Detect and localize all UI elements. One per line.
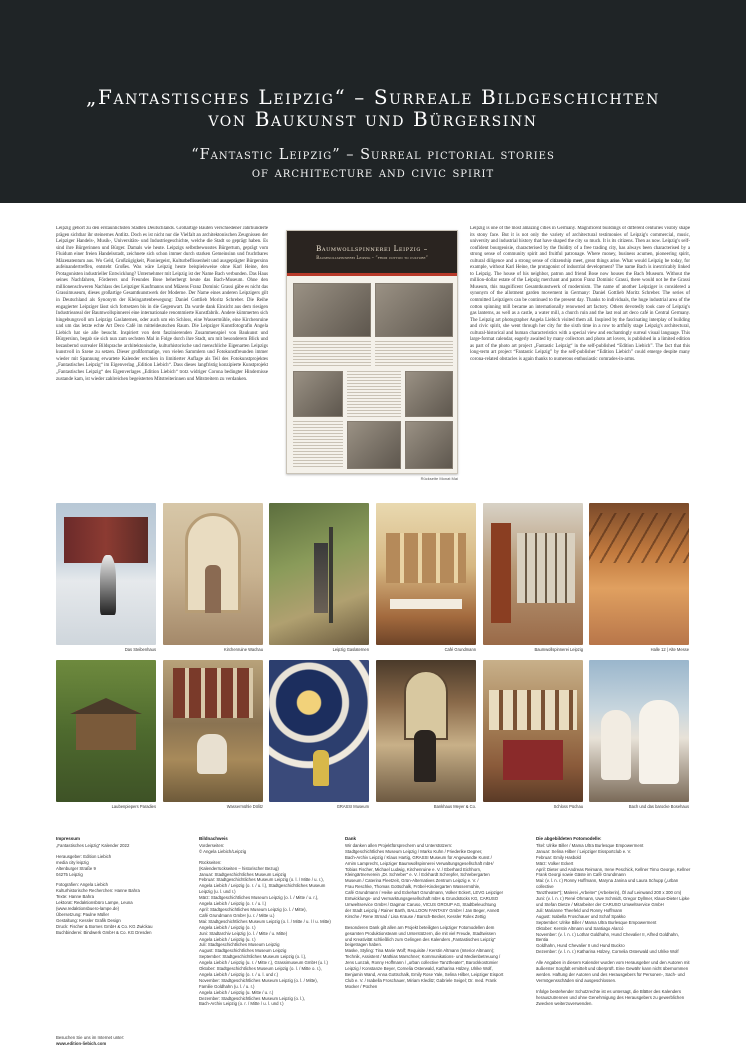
credit-line: (Kalenderrückseiten – historischer Bezug): [199, 865, 279, 871]
credit-line: Frank Georgi sowie Gäste im Café Grundmann: [536, 872, 626, 878]
imprint-lines: [56, 843, 191, 936]
credit-line: September: Ulrike Biller / Mama Ultra Burlesque Empowerment: [536, 919, 657, 925]
credit-line: und Kreativität schließlich zum Gelingen des Kalenders „Fantastisches Leipzig“: [345, 936, 496, 942]
credit-line: Altenburger Straße 9: [56, 865, 96, 871]
credit-line: August: Isabella Froschauer und Schaf Spakko: [536, 913, 626, 919]
photo-caption: Das Steibenhaus: [124, 647, 156, 652]
poster-header: [287, 231, 457, 273]
credit-line: Leipzig (u. l. und r.): [199, 889, 236, 895]
credit-line: Wir danken allen Projektfürsprechern und Unterstützern:: [345, 842, 453, 848]
photo-card: [269, 503, 369, 652]
credit-line: Zwecken weiterzuverwenden.: [536, 1000, 593, 1006]
photo-card: [376, 503, 476, 652]
photo-card: [56, 503, 156, 652]
credit-line: Dezember: (v. l. n. r.) Katharina Hülzey, Cornelia Osterwald und Ulrike Wolf: [536, 949, 679, 955]
credit-line: media city leipzig: [56, 859, 89, 865]
photo-card: [589, 660, 689, 809]
photo-card: [589, 503, 689, 652]
credit-line: Bach-Archiv Leipzig (o. r. / Mitte / u. l. und r.): [199, 1001, 284, 1007]
photo-caption: Kirchenruine Wachau: [224, 647, 263, 652]
credit-line: Arnim Lamprecht, Leipziger Baumwollspinnerei Verwaltungsgesellschaft mbH/: [345, 860, 494, 866]
credit-line: März: Stadtgeschichtliches Museum Leipzig (o. l. / Mitte / u. r.),: [199, 895, 319, 901]
photo-image: [56, 503, 156, 645]
intro-text-german: [56, 226, 268, 484]
credit-line: Januar: Selina Hilber / Leipziger Eissportclub e. V.: [536, 848, 632, 854]
poster-stripe: [287, 273, 457, 276]
poster-photo: [293, 283, 371, 337]
poster-photo: [405, 421, 453, 469]
credit-line: Café Grundmann / Heike und Eckehart Grundmann, Volker Eckert, LEVG Leipziger: [345, 890, 504, 896]
credit-line: April: Dieter und Andreas Reimann, Irene Peschick, Kellner Timo George, Kellner: [536, 866, 691, 872]
title-german-line-1: „Fantastisches Leipzig“ – Surreale Bildgeschichten: [86, 85, 660, 109]
credit-line: August: Stadtgeschichtliches Museum Leipzig: [199, 948, 287, 954]
credit-line: werden. Haftung der Autoren und des Herausgebers für Personen-, Sach- und: [536, 971, 685, 977]
photo-image: [269, 660, 369, 802]
poster-text-block: [347, 371, 401, 417]
credit-line: Texte: Hanne Bahra: [56, 894, 94, 900]
poster-photo: [405, 371, 453, 417]
credit-line: Mocker / Püchen: [345, 983, 378, 989]
credit-line: Angela Liebich / Leipzig (u. Mitte / u. r.): [199, 989, 274, 995]
photo-card: [56, 660, 156, 809]
credit-line: Bach-Archiv Leipzig / Klaus Hartig, GRASSI Museum für Angewandte Kunst /: [345, 854, 492, 860]
credit-line: beigetragen haben.: [345, 942, 383, 948]
photo-image: [56, 660, 156, 802]
credit-line: Besonderen Dank gilt allen am Projekt beteiligten Leipziger Fotomodellen dem: [345, 924, 495, 930]
credit-line: Mai: (v. l. n. r.) Ronny Hoffmann, Maryna Janina und Laura Schupp („urban collective: [536, 878, 679, 890]
models-heading: Die abgebildeten Fotomodelle:: [536, 836, 602, 841]
imprint-heading: Impressum: [56, 836, 81, 841]
credit-line: Gestaltung: Kessler Grafik Design: [56, 917, 121, 923]
credit-line: Februar: Emily Hasbold: [536, 854, 581, 860]
credit-line: gesamten Produktionsteam und Unterstützern, die mit viel Freude, Stadtwissen: [345, 930, 496, 936]
credit-line: © Angela Liebich/Leipzig: [199, 848, 247, 854]
credit-line: Frau Reschke, Thomas Gottschalk, Fröbel-Kindergarten Wassermühle,: [345, 884, 481, 890]
credit-line: Mai: Stadtgeschichtliches Museum Leipzig (o. l. / Mitte / u. l / u. Mitte): [199, 918, 331, 924]
intro-paragraph-english: Leipzig is one of the most amazing cities in Germany. Magnificent buildings of different centuries visibly shape its stony face. But it is not only the variety of architectural testimonies of Leipzig's commercial, music, university and industrial history that have shaped the city so much. It is its citizens. Then as now. Leipzig's self-confident bourgeoisie, characterised by the fluidity of a free trading city, has always been characterised by a strong sense of community spirit and fruitful patronage. Where money, business acumen, pioneering spirit, cultural diligence and a strong sense of citizenship meet, great things arise. What would Leipzig be today, for example, without Karl Heine, the protagonist of industrial development? The name Bach is inextricably linked to Leipzig. The house of his neighbor, patron and friend Bose now houses the Bach Museum. Without the million-dollar estate of the Leipzig merchant and patron Franz Dominic Grassi, there would not be the Grassi Museum, this magnificent Gesamtkunstwerk of modernism. The name of another Leipziger is considered a synonym of the allotment garden movement in Germany: Daniel Gottlieb Moritz Schreber. The series of committed Leipzigers can be continued to the present day. Thanks to individuals, the huge industrial area of the cotton spinning mill became an internationally renowned art factory. Others devotedly took care of Leipzig's gas lanterns, as well as a castle, a water mill, a church ruin and the last real art deco café in Central Germany. The Leipzig art photographer Angela Liebich visited them all. Inspired by the fascinating interplay of building and civic spirit, she went through her city for the sixth time in a row to artfully stage Leipzig's architectural, cultural-historical and human characteristics with a special view and enchantingly surreal visual language. This large-format calendar, eagerly awaited by many collectors and photo art lovers, is published in a limited edition as part of the photo art project „Fantastic Leipzig“ in the self-published “Edition Liebich”. The fact that this long-term art project “Fantastic Leipzig” by the self-publisher “Edition Liebich” could emerge despite many corona-related obstacles is again thanks to numerous enthusiastic comrades-in-arms.: [470, 226, 690, 362]
photo-image: [269, 503, 369, 645]
credit-line: Rückseiten:: [199, 859, 222, 865]
title-german: [0, 86, 746, 130]
photo-caption: Bach und das barocke Bosehaus: [628, 804, 689, 809]
title-english: [0, 146, 746, 182]
photo-card: [483, 503, 583, 652]
credits-thanks: [345, 836, 525, 1051]
header-band: [0, 0, 746, 203]
credit-line: September: Stadtgeschichtliches Museum Leipzig (o. l.),: [199, 954, 307, 960]
credit-line: Übersetzung: Paulne Müller: [56, 911, 110, 917]
poster-photo: [375, 283, 453, 337]
credit-line: Café Grundmann GmbH (u. r. / Mitte u.): [199, 912, 275, 918]
credit-line: Alle Angaben in diesem Kalender wurden vom Herausgeber und den Autoren mit: [536, 960, 690, 966]
photo-image: [163, 660, 263, 802]
credit-line: Januar: Stadtgeschichtliches Museum Leipzig: [199, 871, 287, 877]
credit-line: Juni: Stadtarchiv Leipzig (o. l. / Mitte / u. Mitte): [199, 930, 288, 936]
credit-line: Juni: (v. l. n. r.) René Ohmann, Uwe Schmidt, Gregor Dyllmer, Klaus-Dieter Lipke: [536, 896, 690, 902]
credit-line: Angela Liebich / Leipzig (o. r.): [199, 924, 256, 930]
credit-line: Kleingärtnerverein „Dr. Schreber“ e. V. / Eckhardt Schrepfer, Schrebergarten: [345, 872, 490, 878]
poster-image: [286, 230, 458, 474]
credit-line: Familie Goldhahn (u. l. / u. r.): [199, 983, 255, 989]
credits-section: [56, 836, 692, 1051]
photo-card: [163, 660, 263, 809]
title-english-line-1: “Fantastic Leipzig” – Surreal pictorial stories: [191, 147, 555, 163]
credit-line: Umweltservice GmbH / Dagmar Caruso, VICUS GROUP AG, Stadtbeleuchtung: [345, 901, 496, 907]
credit-line: Leipzig / Konstanze Beyer, Cornelia Osterwald, Katharina Hülzey, Ulrike Wolf,: [345, 966, 493, 972]
poster-photo: [293, 371, 343, 417]
credits-picture-sources: [199, 836, 344, 1051]
credit-line: Maske, Styling: Tina Marie Wolf; Requisite / Kerstin Altmann (Interior Altmann);: [345, 948, 495, 954]
credit-line: der Stadt Leipzig / Rainer Barth, BALLOON FANTASY GmbH / Jan Beger, Annett: [345, 907, 500, 913]
credit-line: Lektorat: Redaktionsbüro Lampe, Leuna: [56, 900, 133, 906]
credit-line: Club e. V. / Isabella Froschauer, Miriam Kleditz; Gabriele Seigel; Dr. med. Frank: [345, 977, 497, 983]
credit-line: Oktober: Stadtgeschichtliches Museum Leipzig (o. l. / Mitte o. r.),: [199, 966, 322, 972]
picture-sources-lines: [199, 843, 344, 1007]
credit-line: (www.redaktionsbuero-lampe.de): [56, 906, 120, 912]
intro-text-english: [470, 226, 690, 484]
photo-caption: Laubenpiepers Paradies: [111, 804, 156, 809]
photo-image: [589, 660, 689, 802]
intro-section: [56, 226, 690, 484]
credit-line: Vermögensschäden sind ausgeschlossen.: [536, 977, 617, 983]
credit-line: Juli: Marianne Theefeld und Ronny Hoffmann: [536, 907, 623, 913]
poster-title: Baumwollspinnerei Leipzig –: [316, 245, 428, 253]
photo-card: [483, 660, 583, 809]
thanks-lines: [345, 843, 525, 990]
poster-subtitle: Baumwollspinnerei Leipzig – “from cotton to culture”: [316, 256, 428, 261]
credit-line: Druck: Fischer & Bornes GmbH & Co. KG Zwickau: [56, 923, 153, 929]
credit-line: Dezember: Stadtgeschichtliches Museum Leipzig (o. l.),: [199, 995, 306, 1001]
photo-caption: Wassermühle Dölitz: [226, 804, 263, 809]
credit-line: Vorderseiten:: [199, 842, 225, 848]
poster-caption: Rückseite Monat Mai: [420, 476, 458, 481]
credit-line: Infolge bestehender Schutzrechte ist es untersagt, die Blätter des Kalenders: [536, 988, 681, 994]
photo-caption: Baumwollspinnerei Leipzig: [534, 647, 583, 652]
poster-text-block: [293, 421, 343, 469]
credit-line: Titel: Ulrike Biller / Mama Ultra Burlesque Empowerment: [536, 842, 644, 848]
credit-line: Goldhahn, Hund Chevalier II und Hund Buckro: [536, 943, 625, 949]
credit-line: Buchbinderei: Bindwerk GmbH & Co. KG Dresden: [56, 929, 152, 935]
credit-line: Kirsche / Rene Strnad / Lisa Krause / Barsch-Becker, Kessler Rolex Zettig: [345, 913, 486, 919]
photo-image: [589, 503, 689, 645]
photo-image: [483, 660, 583, 802]
website-link[interactable]: www.edition-liebich.com: [56, 1040, 107, 1046]
credit-line: Juli: Stadtgeschichtliches Museum Leipzig: [199, 942, 280, 948]
imprint-footer-line: Besuchen Sie uns im Internet unter:: [56, 1035, 125, 1040]
thanks-heading: Dank: [345, 836, 357, 841]
credit-line: 04275 Leipzig: [56, 871, 83, 877]
credit-line: Kulturhistorische Recherchen: Hanne Bahra: [56, 888, 140, 894]
poster-preview: [286, 230, 458, 481]
credit-line: herauszutrennen und ohne Genehmigung des Herausgebers zu gewerblichen: [536, 994, 685, 1000]
photo-image: [163, 503, 263, 645]
credits-imprint: [56, 836, 191, 1051]
credit-line: Angela Liebich / Leipzig (u. r. / Mitte r.), Grassimuseum GmbH (u. l.): [199, 960, 328, 966]
credit-line: Entwicklungs- und Vermarktungsgesellschaft mbH & Grundstücks KG, CARUSO: [345, 896, 499, 902]
imprint-footer: [56, 1035, 124, 1047]
credit-line: Benjamin Wand, Anna Gottschalk, Emily Rose Yale, Selina Hilber, Leipziger Eisport: [345, 971, 504, 977]
credit-line: und Stefan Dietze / Mitarbeiter der CARUSO Umweltservice GmbH: [536, 901, 664, 907]
models-lines: [536, 843, 692, 1007]
credit-line: Tanztheater“); Malerei „Arbeiter“ (Arbeiterin), Öl auf Leinwand 200 x 300 cm): [536, 890, 682, 896]
photo-image: [376, 660, 476, 802]
title-english-line-2: of architecture and civic spirit: [251, 165, 495, 181]
photo-caption: Leipzig Gaslaternen: [332, 647, 369, 652]
poster-photo: [347, 421, 401, 469]
photo-caption: Café Grundmann: [444, 647, 476, 652]
credits-models: [536, 836, 692, 1051]
poster-text-block: [293, 341, 371, 367]
credit-line: Angela Liebich / Leipzig (u. r.): [199, 936, 256, 942]
credit-line: Angela Liebich / Leipzig (o. r. / u. l.): [199, 901, 267, 907]
credit-line: Angela Liebich / Leipzig (o. r. / u. l. und r.): [199, 971, 279, 977]
photo-caption: GRASSI Museum: [336, 804, 369, 809]
credit-line: Fotografien: Angela Liebich: [56, 882, 109, 888]
photo-caption: Bankhaus Meyer & Co.: [433, 804, 476, 809]
photo-caption: Schloss Püchau: [553, 804, 583, 809]
credit-line: äußerster Sorgfalt ermittelt und überprüft. Eine Gewähr kann nicht übernommen: [536, 966, 689, 972]
photo-card: [269, 660, 369, 809]
credit-line: Stadtgeschichtliches Museum Leipzig / Marko Kuhn / Friederike Degner,: [345, 848, 483, 854]
photo-card: [163, 503, 263, 652]
credit-line: Tobias Fischer, Michael Ludwig, Kirchenruine e. V. / Eberhard Eichhorn,: [345, 866, 482, 872]
photo-image: [376, 503, 476, 645]
credit-line: November: Stadtgeschichtliches Museum Leipzig (o. l. / Mitte),: [199, 977, 318, 983]
title-german-line-2: von Baukunst und Bürgersinn: [208, 107, 538, 131]
poster-text-block: [375, 341, 453, 367]
credit-line: April: Stadtgeschichtliches Museum Leipzig (o. l. / Mitte),: [199, 906, 307, 912]
credit-line: März: Volker Eckert: [536, 860, 574, 866]
credit-line: Herausgeber: Edition Liebich: [56, 853, 112, 859]
intro-paragraph-german: Leipzig gehört zu den erstaunlichsten Städten Deutschlands. Großartige Bauten verschiedener Jahrhunderte prägen sichtbar ihr steinernes Antlitz. Doch es ist nicht nur die Vielfalt an architektonischen Zeugnissen der Leipziger Handels-, Musik-, Universitäts- und Industriegeschichte, welche die Stadt so geprägt haben. Es sind ihre Bürgerinnen und Bürger. Damals wie heute. Leipzigs selbstbewusstes Bürgertum, geprägt vom Fluidum einer freien Handelsstadt, zeichnete sich schon immer durch starken Gemeinsinn und fruchtbares Mäzenatentum aus. Wo Geld, Großzügigkeit, Pioniergeist, Kulturbeflissenheit und ausgeprägter Bürgersinn aufeinandertreffen, entsteht Großes. Was wäre Leipzig heute beispielsweise ohne Karl Heine, den Protagonisten industrieller Entwicklung? Unternehmer mit Leipzig ist der Name Bach verbunden. Das Haus seines Nachfahren, Förderers und Freundes Bose beherbergt heute das Bach-Museum. Ohne den millionenschweren Nachlass des Leipziger Kaufmanns und Mäzens Franz Dominic Grassi gäbe es nicht das Grassimuseum, dieses großartige Gesamtkunstwerk der Moderne. Der Name eines anderen Leipzigers gilt in Deutschland als Synonym der Kleingartenbewegung: Daniel Gottlieb Moritz Schreber. Die Reihe engagierter Leipziger lässt sich fortsetzen bis in die Gegenwart. Da wurde dank Einsicht aus dem riesigen Industrieareal der Baumwollspinnerei eine internationale renommierte Kunstfabrik. Andere kümmerten sich hingebungsvoll um Leipzigs Gaslaternen, oder auch um ein Schloss, eine Wassermühle, eine Kirchenruine und um das letzte echte Art Deco Café im mitteldeutschen Raum. Die Leipziger Kunstfotografin Angela Liebich hat sie alle besucht. Inspiriert von dem faszinierenden Zusammenspiel von Baukunst und Bürgersinn, begab sie sich nun zum sechsten Mal in Folge durch ihre Stadt, um mit besonderem Blick und bezaubernd surrealer Bildsprache architektonische, kulturhistorische und menschliche Eigenarten Leipzigs kunstvoll in Szene zu setzen. Dieser großformatige, von vielen Sammlern und Fotokunstfreunden immer wieder mit Spannung erwartete Kalender erschien in limitierter Auflage als Teil des Fotokunstprojektes „Fantastisches Leipzig“ im Eigenverlag „Edition Liebich“. Dass dieses langfristig konzipierte Kunstprojekt „Fantastisches Leipzig“ des Eigenverlages „Edition Liebich“ trotz widriger Corona bedingter Hindernisse zustande kam, ist wieder zahlreichen begeisterten Mitstreiterinnen und Mitstreitern zu verdanken.: [56, 226, 268, 382]
credit-line: Museum / Caterina Fleetzeit, Grün-Alternatives Zentrum Leipzig e. V. /: [345, 878, 479, 884]
picture-sources-heading: Bildnachweis: [199, 836, 228, 841]
credit-line: Oktober: Kerstin Altmann und Santiago Alarcó: [536, 925, 624, 931]
credit-line: November: (v. l. n. r.) Lothar Goldhahn, Hund Chevalier II, Alfred Goldhahn, Bentia: [536, 931, 679, 943]
credit-line: Technik, Assistent / Mathias Marschner; Kommunikations- und Medienbetreuung /: [345, 954, 501, 960]
photo-card: [376, 660, 476, 809]
photo-caption: Halle 12 | Alte Messe: [650, 647, 689, 652]
photo-image: [483, 503, 583, 645]
credit-line: Februar: Stadtgeschichtliches Museum Leipzig (o. l. / Mitte / u. r.),: [199, 877, 324, 883]
credit-line: Jens Lunzak, Ronny Hoffmann / „urban collective Tanztheater“, Barockkostümier: [345, 960, 498, 966]
credit-line: „Fantastisches Leipzig“ Kalender 2022: [56, 842, 130, 848]
credit-line: Angela Liebich / Leipzig (o. r. / u. l.), Stadtgeschichtliches Museum: [199, 883, 326, 889]
